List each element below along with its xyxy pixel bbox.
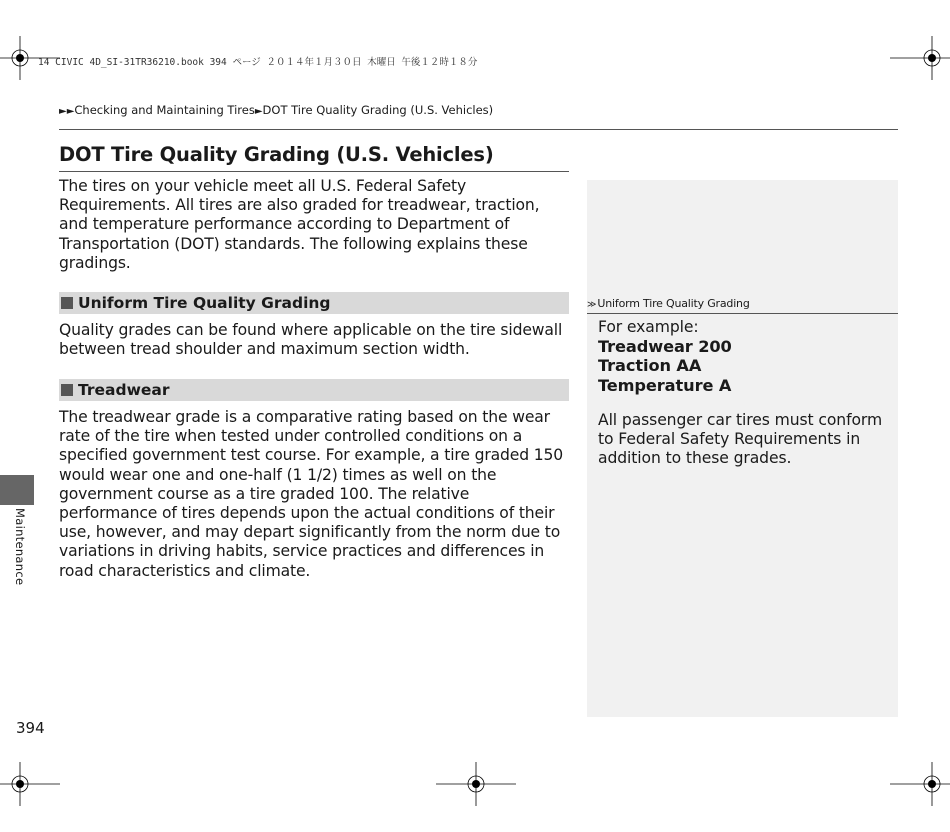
breadcrumb-marker: ►► xyxy=(59,106,75,117)
side-note-reference xyxy=(587,297,750,310)
example-temperature: Temperature A xyxy=(598,375,732,395)
uniform-grading-paragraph: Quality grades can be found where applicable on the tire sidewall between tread shoulder and maximum section width. xyxy=(59,321,563,359)
section-heading-treadwear xyxy=(59,379,569,401)
breadcrumb-item-chapter: Checking and Maintaining Tires xyxy=(74,103,255,117)
header-rule xyxy=(59,129,898,130)
breadcrumb-separator: ► xyxy=(254,106,263,117)
example-traction: Traction AA xyxy=(598,356,702,376)
section-heading-uniform-grading xyxy=(59,292,569,314)
treadwear-paragraph: The treadwear grade is a comparative rating based on the wear rate of the tire when tested under controlled conditions on a specified government test course. For example, a tire graded 150 would wear one and one-half (1 1/2) times as well on the government course as a tire graded 100. The relative performance of tires depends upon the actual conditions of their use, however, and may depart significantly from the norm due to variations in driving habits, service practices and differences in road characteristics and climate. xyxy=(59,408,564,580)
chapter-tab xyxy=(0,475,34,505)
crop-mark-bottom-center xyxy=(436,762,516,806)
page-title: DOT Tire Quality Grading (U.S. Vehicles) xyxy=(59,143,494,166)
crop-mark-bottom-left xyxy=(0,762,60,806)
chapter-label: Maintenance xyxy=(13,508,27,586)
breadcrumb xyxy=(59,103,493,117)
section-square-icon xyxy=(61,384,73,396)
double-arrow-icon: ≫ xyxy=(587,300,594,310)
section-heading-label: Treadwear xyxy=(78,381,170,399)
title-rule xyxy=(59,171,569,172)
printer-slug: 14 CIVIC 4D_SI-31TR36210.book 394 ページ ２０１４年１月３０日 木曜日 午後１２時１８分 xyxy=(38,57,478,68)
page-number: 394 xyxy=(16,719,45,737)
crop-mark-bottom-right xyxy=(890,762,950,806)
side-note-rule xyxy=(587,313,898,314)
section-heading-label: Uniform Tire Quality Grading xyxy=(78,294,331,312)
example-treadwear: Treadwear 200 xyxy=(598,337,732,357)
side-note-body: All passenger car tires must conform to Federal Safety Requirements in addition to these grades. xyxy=(598,411,883,468)
side-note-reference-label: Uniform Tire Quality Grading xyxy=(597,297,750,310)
section-square-icon xyxy=(61,297,73,309)
intro-paragraph: The tires on your vehicle meet all U.S. Federal Safety Requirements. All tires are also graded for treadwear, traction, and temperature performance according to Department of Transportation (DOT) standards. The following explains these gradings. xyxy=(59,177,540,272)
example-intro: For example: xyxy=(598,318,699,336)
side-note-example xyxy=(598,318,890,395)
crop-mark-top-right xyxy=(890,36,950,80)
breadcrumb-item-section: DOT Tire Quality Grading (U.S. Vehicles) xyxy=(262,103,494,117)
